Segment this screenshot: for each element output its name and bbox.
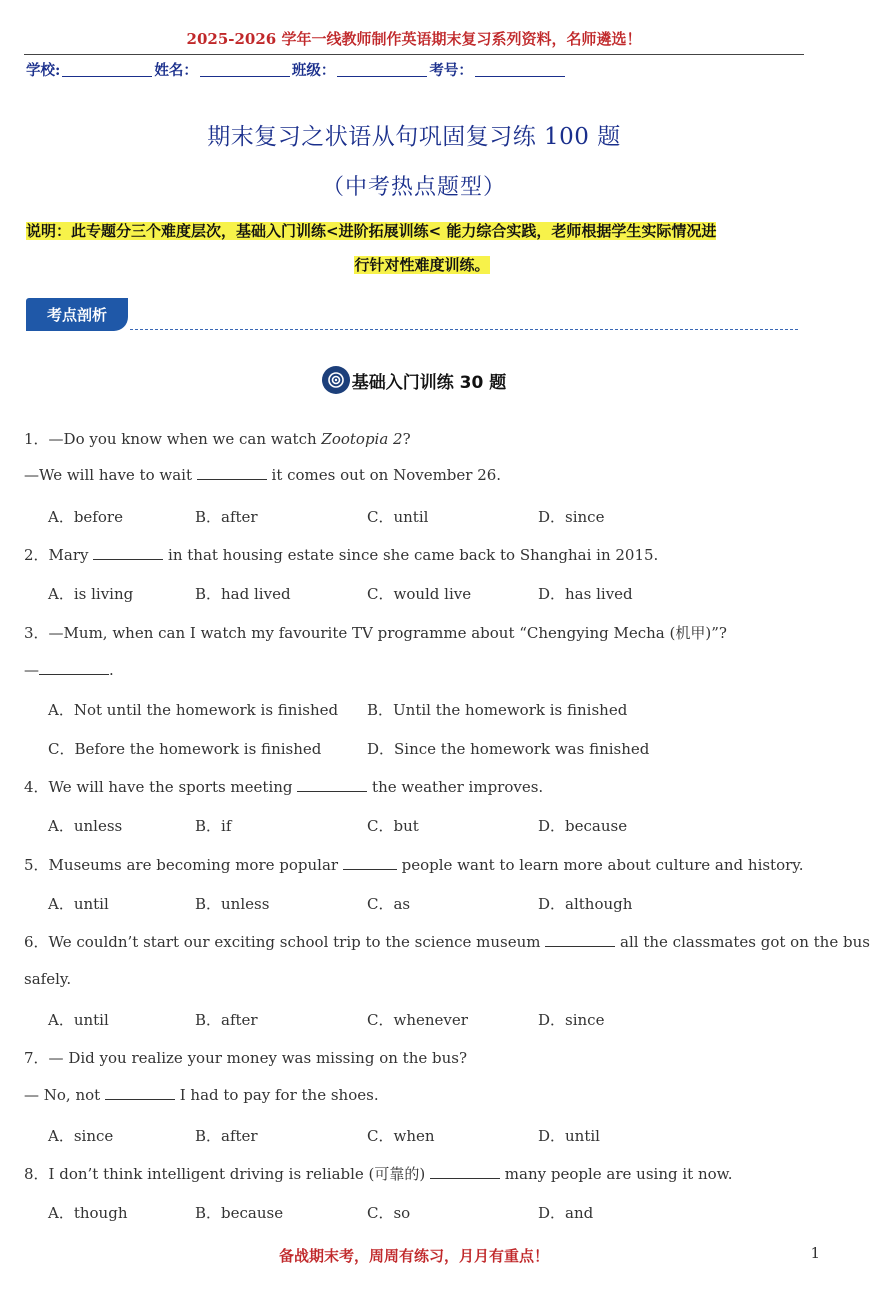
- q1-option-c[interactable]: C．until: [367, 508, 429, 526]
- q5-option-a[interactable]: A．until: [48, 895, 109, 913]
- q3-option-b[interactable]: B．Until the homework is finished: [367, 701, 628, 719]
- question-text: I don’t think intelligent driving is reliable (可靠的): [48, 1165, 431, 1183]
- school-label: 学校:: [26, 61, 61, 79]
- target-icon: [322, 366, 350, 394]
- question-text: Museums are becoming more popular: [48, 856, 343, 874]
- analysis-tab-label: 考点剖析: [26, 298, 128, 331]
- name-label: 姓名：: [154, 61, 198, 79]
- question-6-line-2: safely.: [24, 970, 72, 988]
- question-5-stem: [24, 854, 804, 875]
- q2-option-b[interactable]: B．had lived: [195, 585, 291, 603]
- question-text: .: [109, 661, 114, 679]
- question-number: 5．: [24, 856, 49, 874]
- class-blank[interactable]: [337, 61, 427, 77]
- answer-blank[interactable]: [545, 933, 615, 947]
- instruction-note: [26, 214, 818, 282]
- question-number: 3．: [24, 624, 49, 642]
- section-heading-text: 基础入门训练 30 题: [351, 372, 507, 393]
- q7-option-b[interactable]: B．after: [195, 1127, 258, 1145]
- question-text: We couldn’t start our exciting school trip to the science museum: [48, 933, 546, 951]
- document-title: 期末复习之状语从句巩固复习练 100 题: [207, 124, 621, 150]
- exam-number-field[interactable]: [429, 59, 567, 80]
- question-text: — Did you realize your money was missing on the bus?: [48, 1049, 468, 1067]
- q7-option-d[interactable]: D．until: [538, 1127, 600, 1145]
- page-number: 1: [810, 1244, 820, 1262]
- school-field[interactable]: [26, 59, 154, 80]
- q8-option-b[interactable]: B．because: [195, 1204, 284, 1222]
- question-7-stem: [24, 1047, 467, 1068]
- question-text: —We will have to wait: [24, 466, 197, 484]
- q6-option-c[interactable]: C．whenever: [367, 1011, 468, 1029]
- q5-option-b[interactable]: B．unless: [195, 895, 270, 913]
- question-6-stem: [24, 931, 870, 952]
- q4-option-b[interactable]: B．if: [195, 817, 232, 835]
- question-text: people want to learn more about culture and history.: [396, 856, 804, 874]
- question-number: 8．: [24, 1165, 49, 1183]
- school-blank[interactable]: [62, 61, 152, 77]
- q6-option-d[interactable]: D．since: [538, 1011, 605, 1029]
- question-1-line-2: [24, 466, 501, 484]
- question-8-stem: [24, 1163, 732, 1184]
- exam-number-blank[interactable]: [475, 61, 565, 77]
- q2-option-d[interactable]: D．has lived: [538, 585, 633, 603]
- q2-option-a[interactable]: A．is living: [48, 585, 134, 603]
- question-text: I had to pay for the shoes.: [174, 1086, 379, 1104]
- q5-option-c[interactable]: C．as: [367, 895, 411, 913]
- answer-blank[interactable]: [197, 466, 267, 480]
- q7-option-a[interactable]: A．since: [48, 1127, 114, 1145]
- question-text: ?: [402, 430, 411, 448]
- student-info-line: [26, 58, 567, 80]
- q4-option-c[interactable]: C．but: [367, 817, 419, 835]
- q8-option-d[interactable]: D．and: [538, 1204, 594, 1222]
- question-text: many people are using it now.: [500, 1165, 733, 1183]
- footer-slogan: 备战期末考，周周有练习，月月有重点！: [278, 1247, 549, 1265]
- answer-blank[interactable]: [39, 661, 109, 675]
- exam-number-label: 考号：: [429, 61, 473, 79]
- answer-blank[interactable]: [93, 546, 163, 560]
- question-3-stem: [24, 622, 727, 643]
- q1-option-d[interactable]: D．since: [538, 508, 605, 526]
- class-label: 班级：: [291, 61, 336, 79]
- q2-option-c[interactable]: C．would live: [367, 585, 472, 603]
- question-number: 2．: [24, 546, 49, 564]
- q1-option-b[interactable]: B．after: [195, 508, 258, 526]
- question-text: in that housing estate since she came back to Shanghai in 2015.: [163, 546, 659, 564]
- question-text: We will have the sports meeting: [48, 778, 298, 796]
- question-text: all the classmates got on the bus: [615, 933, 870, 951]
- question-7-line-2: [24, 1086, 379, 1104]
- question-text: Mary: [48, 546, 94, 564]
- answer-blank[interactable]: [343, 856, 397, 870]
- name-field[interactable]: [154, 59, 292, 80]
- section-heading: [0, 366, 828, 394]
- q7-option-c[interactable]: C．when: [367, 1127, 435, 1145]
- answer-blank[interactable]: [430, 1165, 500, 1179]
- question-text: it comes out on November 26.: [266, 466, 502, 484]
- q6-option-b[interactable]: B．after: [195, 1011, 258, 1029]
- question-text: —Do you know when we can watch: [48, 430, 322, 448]
- movie-title: Zootopia 2: [321, 430, 403, 448]
- dashed-divider: [130, 329, 798, 330]
- q8-option-a[interactable]: A．though: [48, 1204, 128, 1222]
- q4-option-a[interactable]: A．unless: [48, 817, 123, 835]
- answer-blank[interactable]: [105, 1086, 175, 1100]
- q5-option-d[interactable]: D．although: [538, 895, 633, 913]
- question-3-line-2: [24, 661, 114, 679]
- question-number: 6．: [24, 933, 49, 951]
- name-blank[interactable]: [200, 61, 290, 77]
- question-4-stem: [24, 776, 543, 797]
- header-divider: [24, 54, 804, 55]
- question-number: 7．: [24, 1049, 49, 1067]
- question-number: 4．: [24, 778, 49, 796]
- q3-option-a[interactable]: A．Not until the homework is finished: [48, 701, 339, 719]
- question-text: the weather improves.: [367, 778, 544, 796]
- q6-option-a[interactable]: A．until: [48, 1011, 109, 1029]
- question-number: 1．: [24, 430, 49, 448]
- q4-option-d[interactable]: D．because: [538, 817, 628, 835]
- q1-option-a[interactable]: A．before: [48, 508, 123, 526]
- document-subtitle: （中考热点题型）: [321, 175, 506, 200]
- question-1-stem: [24, 428, 411, 449]
- q3-option-d[interactable]: D．Since the homework was finished: [367, 740, 650, 758]
- question-text: — No, not: [24, 1086, 105, 1104]
- note-line-2: 行针对性难度训练。: [354, 256, 490, 274]
- question-text: —Mum, when can I watch my favourite TV programme about “Chengying Mecha (机甲)”?: [48, 624, 727, 642]
- question-text: —: [24, 661, 39, 679]
- note-line-1: 说明：此专题分三个难度层次，基础入门训练<进阶拓展训练< 能力综合实践，老师根据学生实际情况进: [26, 222, 717, 240]
- answer-blank[interactable]: [297, 778, 367, 792]
- q3-option-c[interactable]: C．Before the homework is finished: [48, 740, 322, 758]
- question-2-stem: [24, 544, 658, 565]
- q8-option-c[interactable]: C．so: [367, 1204, 411, 1222]
- class-field[interactable]: [292, 59, 430, 80]
- header-banner: 2025-2026 学年一线教师制作英语期末复习系列资料，名师遴选！: [186, 30, 642, 48]
